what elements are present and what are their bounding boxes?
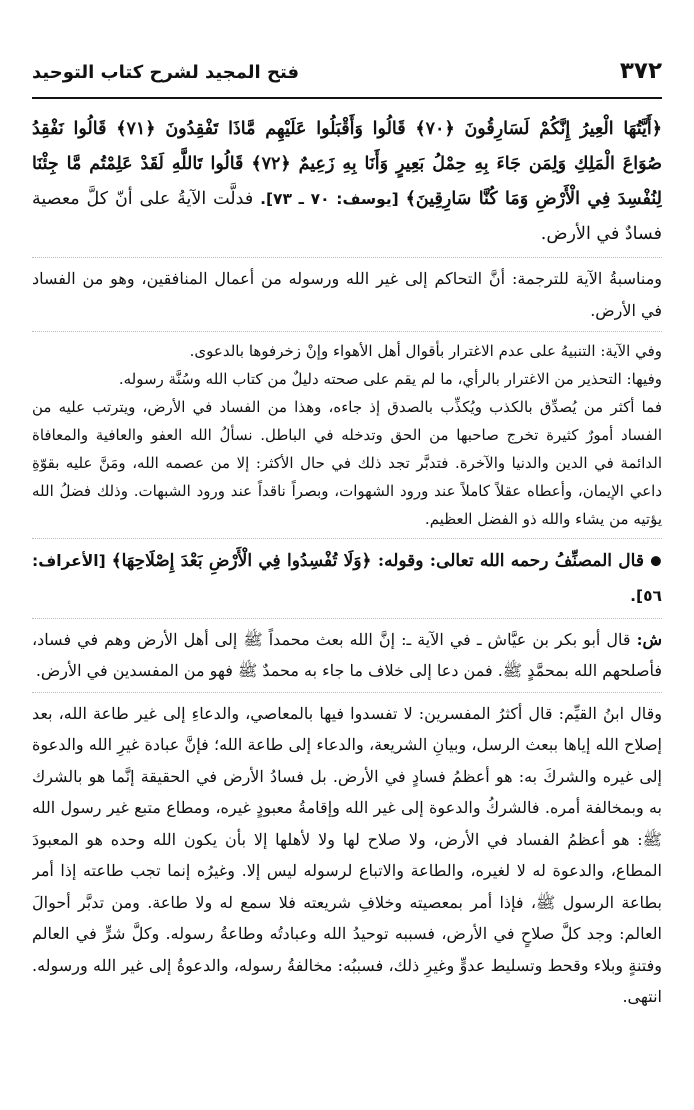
page-header bbox=[32, 52, 662, 92]
page-number: ٣٧٢ bbox=[619, 58, 662, 84]
sharh-text: قال أبو بكر بن عيَّاش ـ في الآية ـ: إنَّ الله بعث محمداً ﷺ إلى أهل الأرض وهم في فساد، فأصلحهم الله بمحمَّدٍ ﷺ. فمن دعا إلى خلاف ما جاء به محمدٌ ﷺ فهو من المفسدين في الأرض. bbox=[32, 629, 662, 680]
sharh-paragraph bbox=[32, 619, 662, 693]
heading-reference: [الأعراف: ٥٦]. bbox=[32, 552, 662, 605]
fawaid-line-1: وفي الآية: التنبيهُ على عدم الاغترار بأقوال أهل الأهواء وإنْ زخرفوها بالدعوى. bbox=[189, 342, 662, 360]
bullet-icon: ● bbox=[650, 553, 662, 569]
quran-verse-paragraph bbox=[32, 112, 662, 258]
fawaid-paragraph bbox=[32, 332, 662, 539]
page-body bbox=[32, 112, 662, 1070]
header-divider bbox=[32, 97, 662, 99]
heading-label: قال المصنِّفُ رحمه الله تعالى: وقوله: bbox=[377, 551, 644, 571]
quran-verse: ﴿أَيَّتُهَا الْعِيرُ إِنَّكُمْ لَسَارِقُونَ ﴿٧٠﴾ قَالُوا وَأَقْبَلُوا عَلَيْهِم مَّاذَا تَفْقِدُونَ ﴿٧١﴾ قَالُوا نَفْقِدُ صُوَاعَ الْمَلِكِ وَلِمَن جَاءَ بِهِ حِمْلُ بَعِيرٍ وَأَنَا بِهِ زَعِيمٌ ﴿٧٢﴾ قَالُوا تَاللَّهِ لَقَدْ عَلِمْتُم مَّا جِئْنَا لِنُفْسِدَ فِي الْأَرْضِ وَمَا كُنَّا سَارِقِينَ﴾ bbox=[32, 119, 662, 209]
verse-commentary: فدلَّت الآيةُ على أنّ كلَّ معصية فسادٌ في الأرض. bbox=[32, 189, 662, 244]
ibn-qayyim-paragraph: وقال ابنُ القيِّم: قال أكثرُ المفسرين: لا تفسدوا فيها بالمعاصي، والدعاءِ إلى غير طاعة الله، بعد إصلاح الله إياها ببعث الرسل، وبيانِ الشريعة، والدعاء إلى طاعة الله؛ فإنَّ عبادة غيرِ الله والدعوة إلى غيره والشركَ به: هو أعظمُ فسادٍ في الأرض. بل فسادُ الأرض في الحقيقة إنَّما هو بالشرك به وبمخالفة أمره. فالشركُ والدعوة إلى غير الله وإقامةُ معبودٍ غيره، ومطاع متبع غير رسول الله ﷺ: هو أعظمُ الفساد في الأرض، ولا صلاح لها ولا لأهلها إلا بأن يكون الله وحده هو المعبودَ المطاع، والدعوة له لا لغيره، والطاعة والاتباع لرسوله ليس إلا. وغيرُه إنما تجب طاعته إذا أمر بطاعة الرسول ﷺ، فإذا أمر بمعصيته وخلافِ شريعته فلا سمع له ولا طاعة. ومن تدبَّر أحوالَ العالم: وجد كلَّ صلاحٍ في الأرض، فسببه توحيدُ الله وعبادتُه وطاعةُ رسوله. وكلَّ شرٍّ في العالم وفتنةٍ وبلاء وقحط وتسليط عدوٍّ وغيرِ ذلك، فسببُه: مخالفةُ رسوله، والدعوةُ إلى غير الله ورسوله. انتهى. bbox=[32, 703, 662, 1006]
sharh-marker: ش: bbox=[636, 629, 662, 649]
munasaba-paragraph: ومناسبةُ الآية للترجمة: أنَّ التحاكم إلى غير الله ورسوله من أعمال المنافقين، وهو من الفساد في الأرض. bbox=[32, 258, 662, 332]
fawaid-line-3: فما أكثر من يُصدِّق بالكذب ويُكذِّب بالصدق إذ جاءه، وهذا من الفساد في الأرض، ويترتب عليه من الفساد أمورٌ كثيرة تخرج صاحبها من الحق وتدخله في الباطل. نسألُ الله العفو والعافية والمعافاة الدائمة في الدين والدنيا والآخرة. فتدبَّر تجد ذلك في حال الأكثر: إلا من عصمه الله، ومَنَّ عليه بقوّةِ داعي الإيمان، وأعطاه عقلاً كاملاً عند ورود الشهوات، وبصراً ناقداً عند ورود الشبهات. وذلك فضلُ الله يؤتيه من يشاء والله ذو الفضل العظيم. bbox=[32, 398, 662, 528]
quran-reference: [يوسف: ٧٠ ـ ٧٣]. bbox=[260, 190, 399, 208]
book-title: فتح المجيد لشرح كتاب التوحيد bbox=[32, 62, 300, 83]
author-heading bbox=[32, 539, 662, 619]
heading-verse: ﴿وَلَا تُفْسِدُوا فِي الْأَرْضِ بَعْدَ إِصْلَاحِهَا﴾ bbox=[111, 551, 372, 571]
fawaid-line-2: وفيها: التحذير من الاغترار بالرأي، ما لم يقم على صحته دليلٌ من كتاب الله وسُنَّة رسوله. bbox=[118, 370, 662, 388]
